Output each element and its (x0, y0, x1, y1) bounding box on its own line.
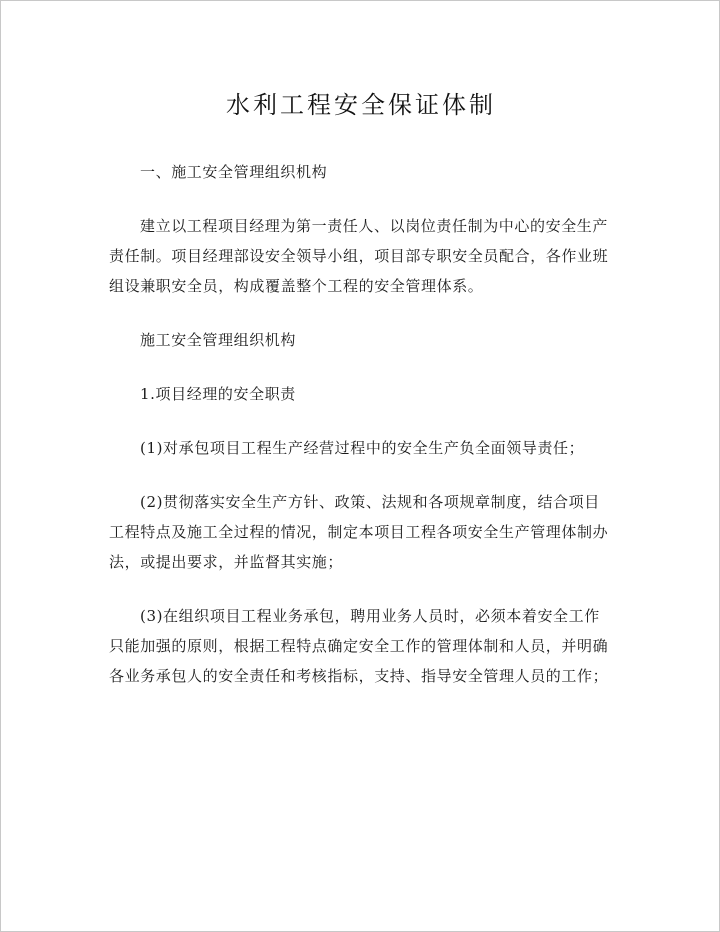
section-heading: 一、施工安全管理组织机构 (140, 163, 328, 181)
list-item: (2)贯彻落实安全生产方针、政策、法规和各项规章制度，结合项目工程特点及施工全过程的情况，制定本项目工程各项安全生产管理体制办法，或提出要求，并监督其实施； (109, 493, 609, 571)
list-item: (1)对承包项目工程生产经营过程中的安全生产负全面领导责任； (140, 439, 585, 457)
subheading: 1.项目经理的安全职责 (140, 385, 296, 403)
paragraph: 建立以工程项目经理为第一责任人、以岗位责任制为中心的安全生产责任制。项目经理部设安全领导小组，项目部专职安全员配合，各作业班组设兼职安全员，构成覆盖整个工程的安全管理体系。 (109, 217, 609, 295)
document-title: 水利工程安全保证体制 (226, 91, 496, 119)
document-body (109, 157, 609, 715)
subheading: 施工安全管理组织机构 (140, 331, 297, 349)
list-item: (3)在组织项目工程业务承包，聘用业务人员时，必须本着安全工作只能加强的原则，根据工程特点确定安全工作的管理体制和人员，并明确各业务承包人的安全责任和考核指标，支持、指导安全管理人员的工作； (109, 607, 609, 685)
